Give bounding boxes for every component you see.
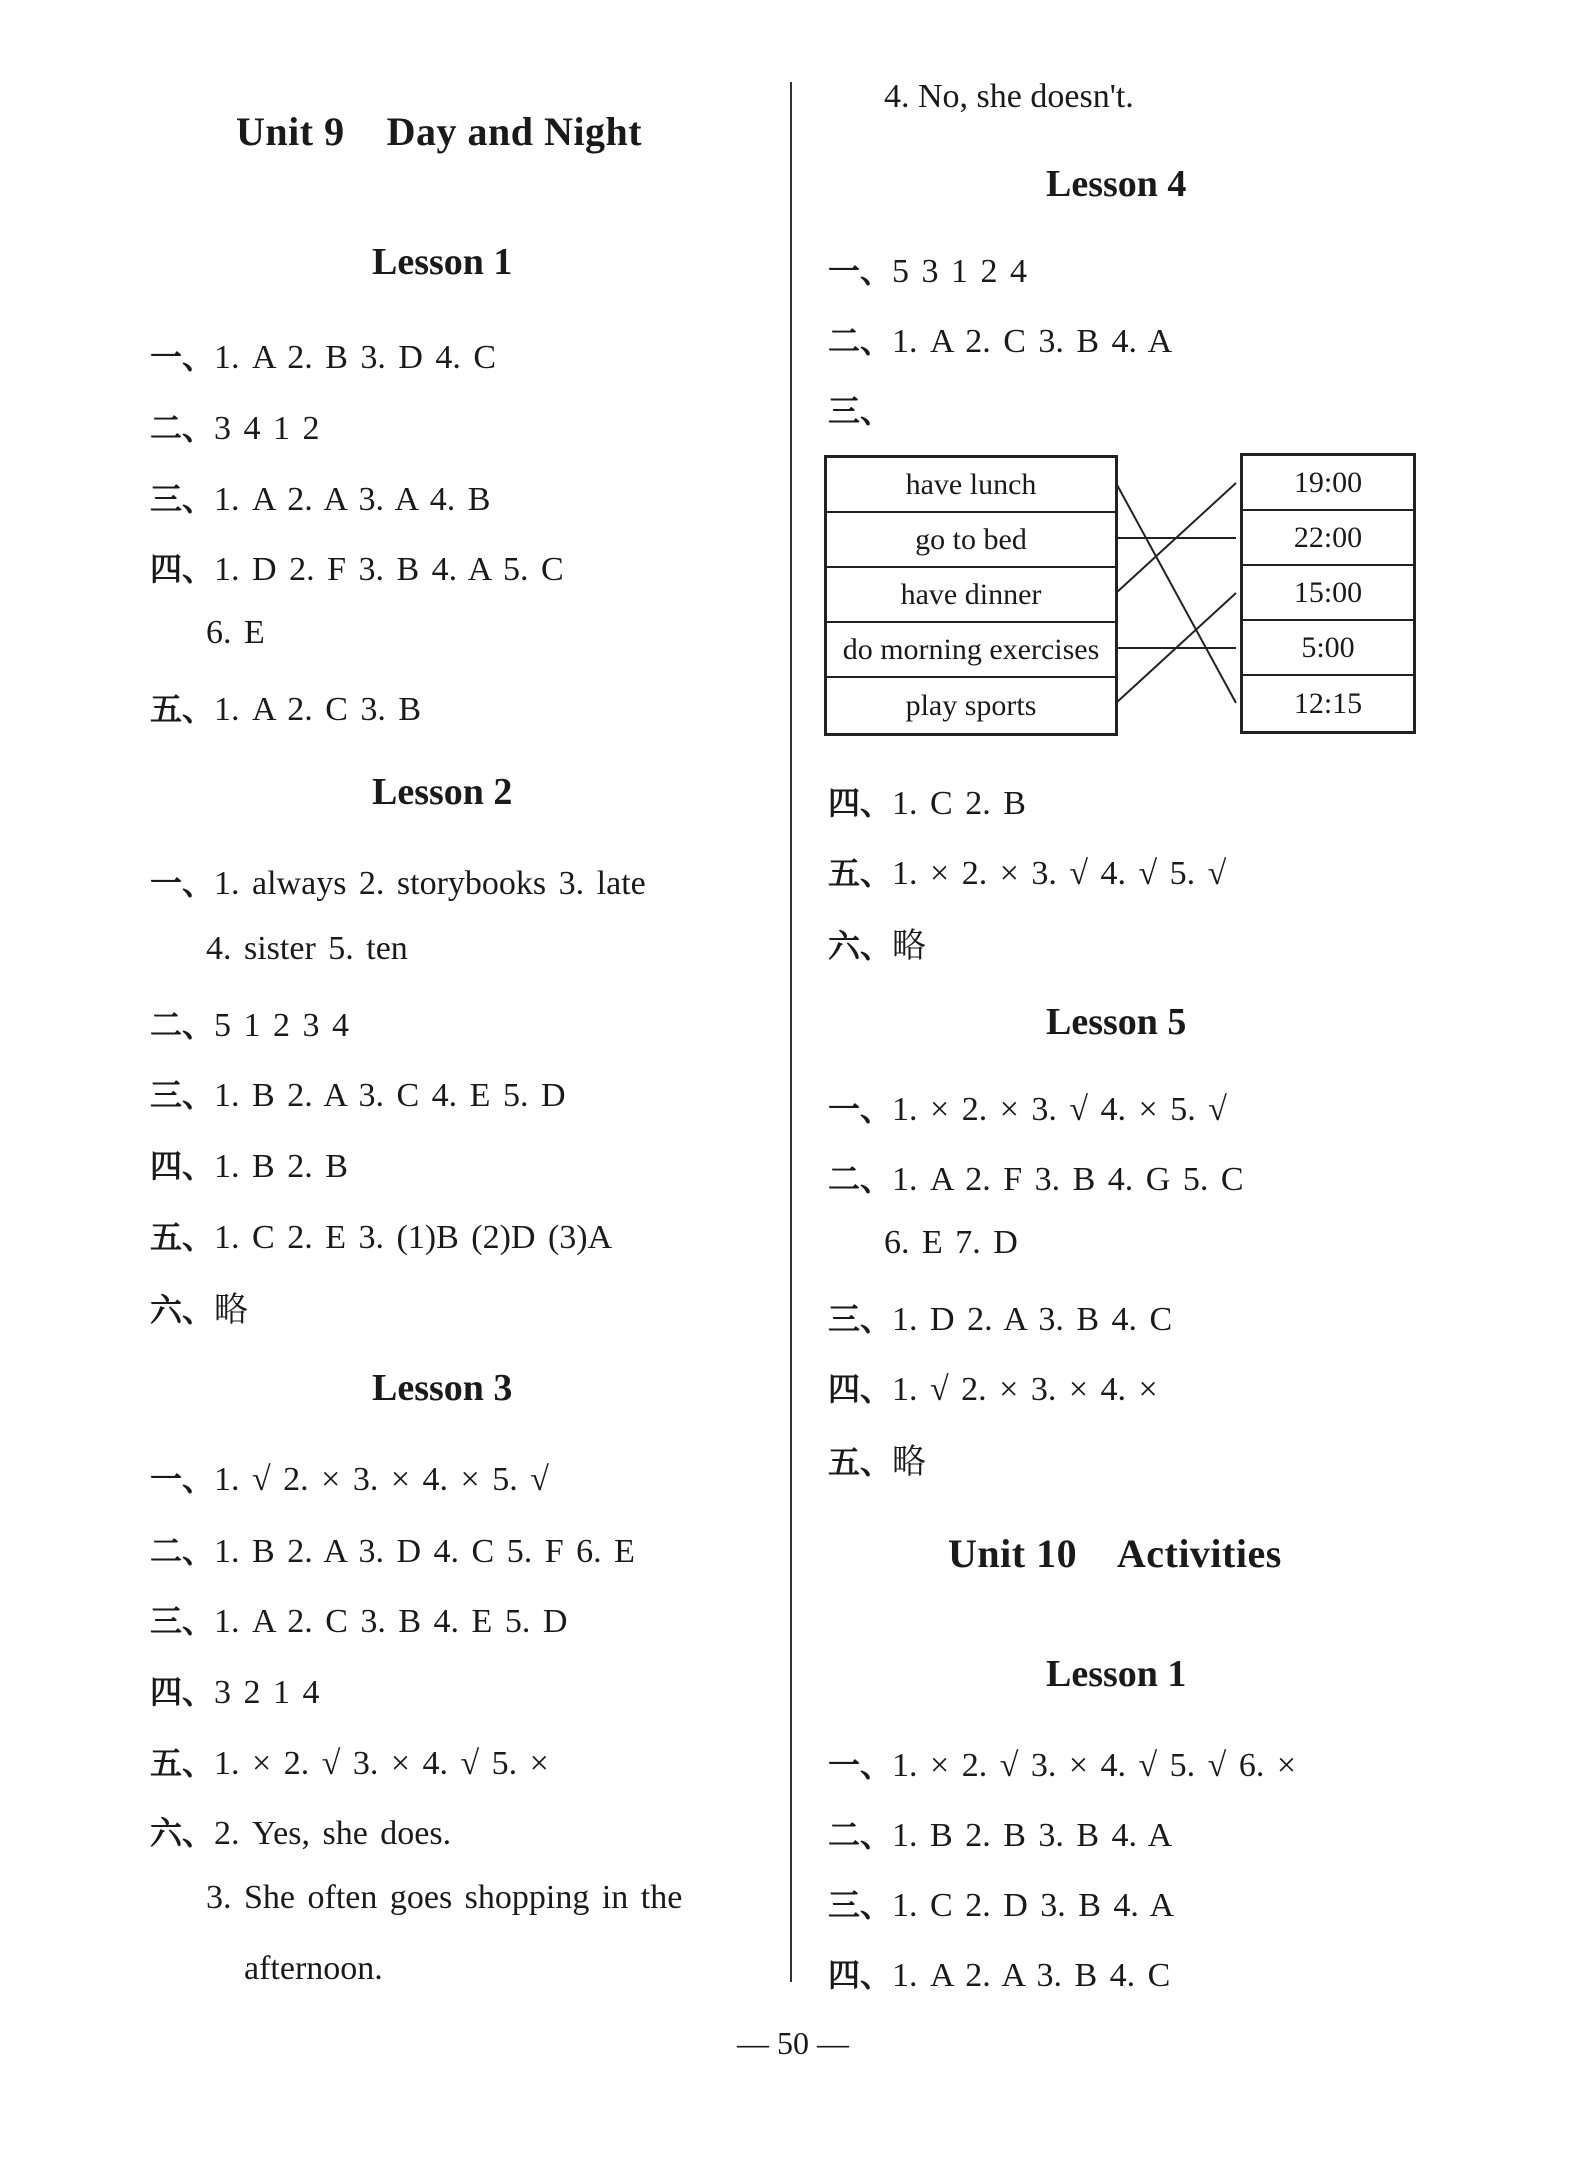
u9l4-line-4: 四、1. C 2. B: [828, 784, 1026, 822]
u9l4-line-1: 一、5 3 1 2 4: [828, 252, 1028, 290]
u9l2-line-2: 4. sister 5. ten: [206, 930, 408, 967]
u9l5-line-3: 6. E 7. D: [884, 1224, 1018, 1261]
u9l5-line-2: 二、1. A 2. F 3. B 4. G 5. C: [828, 1160, 1244, 1198]
unit-9-title: Unit 9 Day and Night: [236, 109, 643, 154]
u9-lesson-1-title: Lesson 1: [372, 241, 513, 283]
u9l1-line-1: 一、1. A 2. B 3. D 4. C: [150, 338, 497, 376]
activity-cell: play sports: [905, 688, 1037, 722]
u10l1-line-4: 四、1. A 2. A 3. B 4. C: [828, 1956, 1171, 1994]
u9l2-line-5: 四、1. B 2. B: [150, 1147, 348, 1185]
activity-cell: have dinner: [827, 568, 1115, 623]
u9l5-line-6: 五、略: [828, 1443, 927, 1481]
u9l4-line-6: 六、略: [828, 927, 927, 965]
time-cell: 15:00: [1243, 566, 1413, 621]
activity-cell: have lunch: [827, 458, 1115, 513]
u10-lesson-1-title: Lesson 1: [1046, 1653, 1187, 1695]
u9l1-line-4: 四、1. D 2. F 3. B 4. A 5. C: [150, 550, 564, 588]
u9l3-line-1: 一、1. √ 2. × 3. × 4. × 5. √: [150, 1460, 549, 1498]
u9-lesson-2-title: Lesson 2: [372, 771, 513, 813]
u9l5-line-5: 四、1. √ 2. × 3. × 4. ×: [828, 1370, 1158, 1408]
unit-10-title: Unit 10 Activities: [948, 1531, 1282, 1576]
time-cell: 19:00: [1243, 456, 1413, 511]
u9l2-line-3: 二、5 1 2 3 4: [150, 1006, 350, 1044]
u9l4-line-3: 三、: [828, 392, 893, 430]
u9l3-line-7: 3. She often goes shopping in the: [206, 1879, 683, 1916]
u9-lesson-5-title: Lesson 5: [1046, 1001, 1187, 1043]
u9l2-line-7: 六、略: [150, 1291, 249, 1329]
u9l1-line-3: 三、1. A 2. A 3. A 4. B: [150, 480, 491, 518]
u9l3-line-5: 五、1. × 2. √ 3. × 4. √ 5. ×: [150, 1744, 549, 1782]
time-cell: 5:00: [1243, 621, 1413, 676]
u9-lesson-3-title: Lesson 3: [372, 1367, 513, 1409]
match-lines: [800, 0, 1586, 760]
u9l2-line-1: 一、1. always 2. storybooks 3. late: [150, 864, 646, 902]
u9l2-line-6: 五、1. C 2. E 3. (1)B (2)D (3)A: [150, 1218, 613, 1256]
u9l2-line-4: 三、1. B 2. A 3. C 4. E 5. D: [150, 1076, 566, 1114]
column-divider: [790, 82, 792, 1982]
activity-cell: do morning exercises: [827, 623, 1115, 678]
u9l5-line-1: 一、1. × 2. × 3. √ 4. × 5. √: [828, 1090, 1227, 1128]
u9l3-line-2: 二、1. B 2. A 3. D 4. C 5. F 6. E: [150, 1532, 635, 1570]
u9l3-line-6: 六、2. Yes, she does.: [150, 1814, 452, 1852]
time-cell: 22:00: [1243, 511, 1413, 566]
u9-lesson-4-title: Lesson 4: [1046, 163, 1187, 205]
activity-cell: go to bed: [827, 513, 1115, 568]
u9l4-line-2: 二、1. A 2. C 3. B 4. A: [828, 322, 1173, 360]
u9l3-line-3: 三、1. A 2. C 3. B 4. E 5. D: [150, 1602, 568, 1640]
u9l5-line-4: 三、1. D 2. A 3. B 4. C: [828, 1300, 1173, 1338]
match-line: [1116, 483, 1236, 703]
u9l4-line-5: 五、1. × 2. × 3. √ 4. √ 5. √: [828, 854, 1227, 892]
time-cell: 12:15: [1293, 686, 1363, 720]
u9l1-line-2: 二、3 4 1 2: [150, 409, 320, 447]
u10l1-line-2: 二、1. B 2. B 3. B 4. A: [828, 1816, 1173, 1854]
u9l3-line-8: afternoon.: [244, 1950, 383, 1987]
u9l3-line-4: 四、3 2 1 4: [150, 1673, 320, 1711]
u9l1-line-5: 6. E: [206, 614, 265, 651]
u9l1-line-6: 五、1. A 2. C 3. B: [150, 690, 422, 728]
page-number: — 50 —: [737, 2025, 849, 2061]
u10l1-line-3: 三、1. C 2. D 3. B 4. A: [828, 1886, 1175, 1924]
u9l3-line-9: 4. No, she doesn't.: [884, 78, 1134, 115]
u10l1-line-1: 一、1. × 2. √ 3. × 4. √ 5. √ 6. ×: [828, 1746, 1297, 1784]
